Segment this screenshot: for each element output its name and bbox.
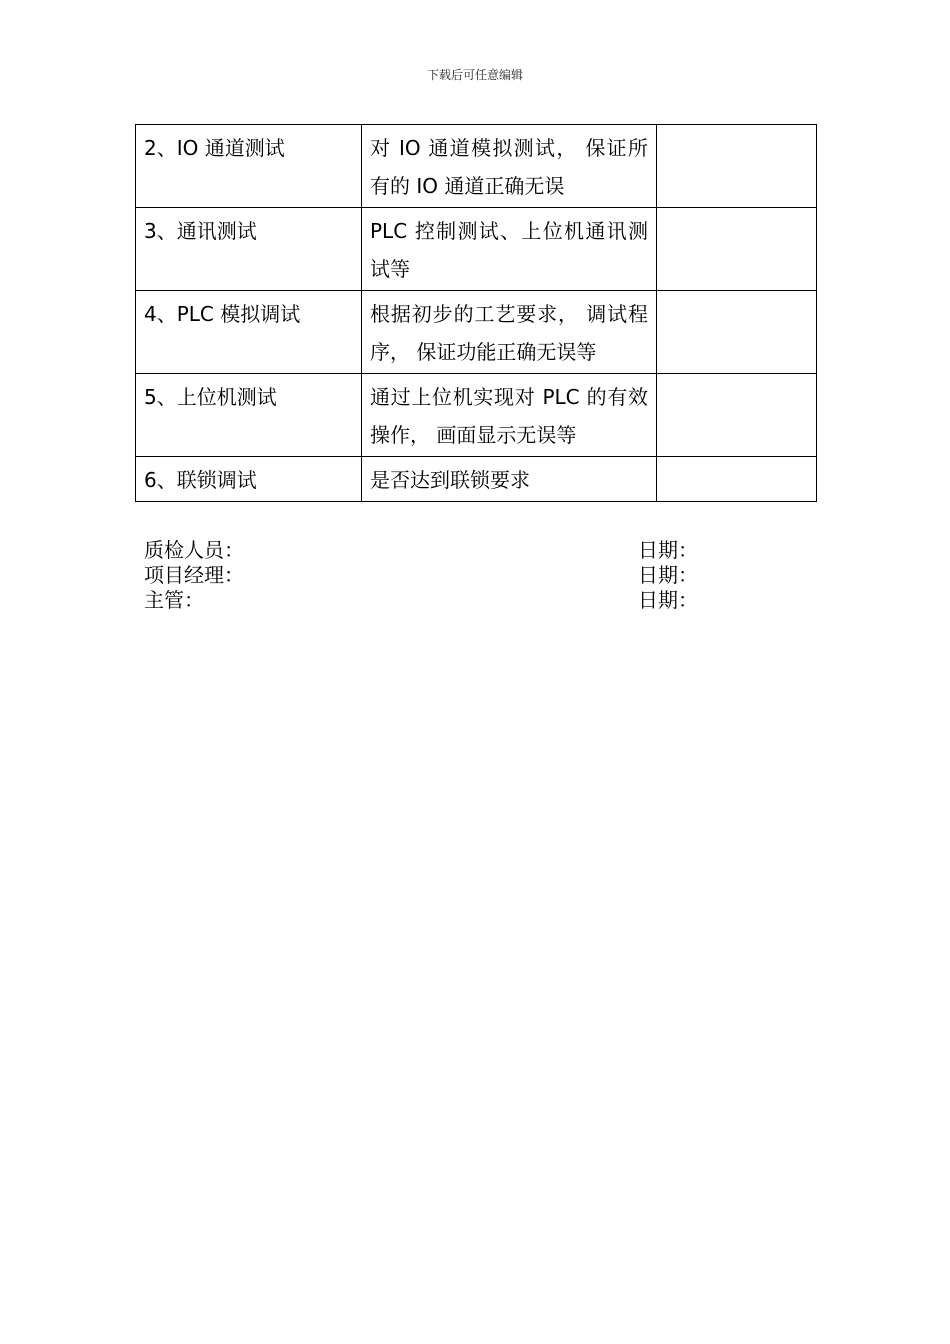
- table-row: [136, 374, 817, 457]
- test-item: 3、通讯测试: [136, 208, 362, 291]
- test-result: [657, 374, 817, 457]
- table-row: [136, 125, 817, 208]
- test-result: [657, 457, 817, 502]
- test-item: 4、PLC 模拟调试: [136, 291, 362, 374]
- table-row: [136, 208, 817, 291]
- test-description: 根据初步的工艺要求， 调试程序， 保证功能正确无误等: [362, 291, 657, 374]
- table-row: [136, 457, 817, 502]
- project-manager-label: 项目经理：: [144, 563, 244, 587]
- test-description: 通过上位机实现对 PLC 的有效操作， 画面显示无误等: [362, 374, 657, 457]
- test-result: [657, 208, 817, 291]
- test-item: 5、上位机测试: [136, 374, 362, 457]
- inspector-date-label: 日期：: [638, 538, 698, 562]
- signature-block: [144, 538, 744, 613]
- supervisor-label: 主管：: [144, 588, 204, 612]
- test-item: 6、联锁调试: [136, 457, 362, 502]
- signature-row-inspector: [144, 538, 744, 563]
- table-row: [136, 291, 817, 374]
- signature-row-supervisor: [144, 588, 744, 613]
- test-checklist-table: [135, 124, 817, 502]
- test-description: 对 IO 通道模拟测试， 保证所有的 IO 通道正确无误: [362, 125, 657, 208]
- test-result: [657, 291, 817, 374]
- test-description: 是否达到联锁要求: [362, 457, 657, 502]
- test-item: 2、IO 通道测试: [136, 125, 362, 208]
- inspector-label: 质检人员：: [144, 538, 244, 562]
- test-description: PLC 控制测试、上位机通讯测试等: [362, 208, 657, 291]
- header-note: 下载后可任意编辑: [426, 68, 523, 82]
- supervisor-date-label: 日期：: [638, 588, 698, 612]
- signature-row-project-manager: [144, 563, 744, 588]
- test-result: [657, 125, 817, 208]
- project-manager-date-label: 日期：: [638, 563, 698, 587]
